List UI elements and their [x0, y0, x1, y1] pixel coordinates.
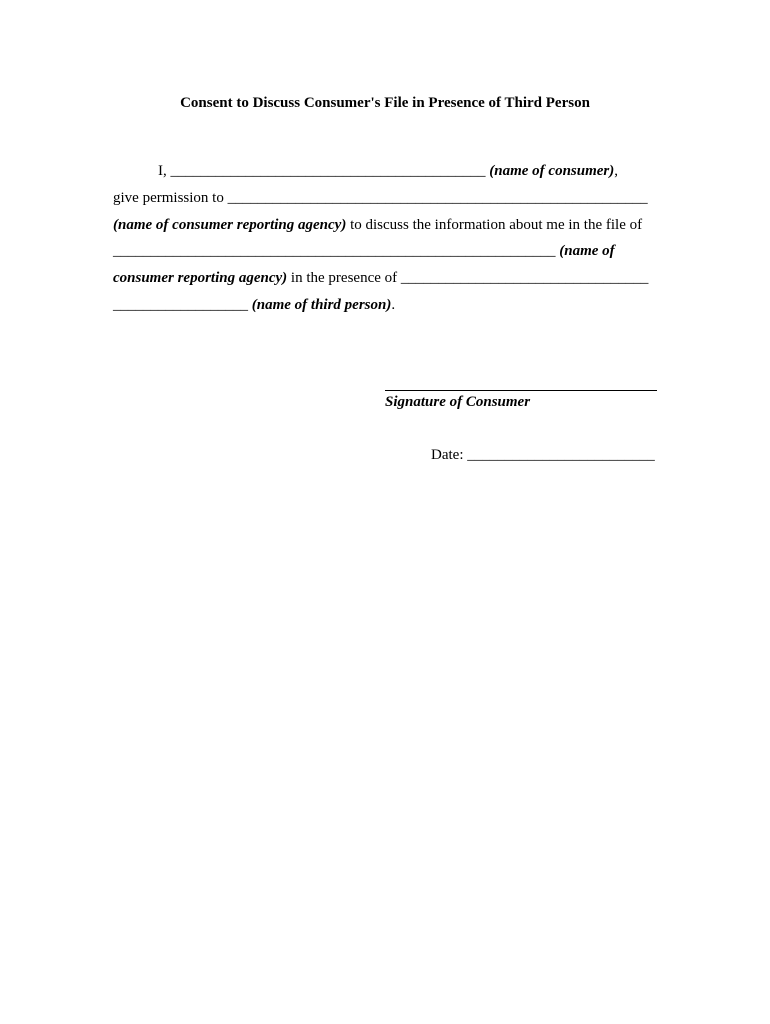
intro-text: I, — [158, 163, 167, 179]
signature-line[interactable] — [385, 376, 657, 391]
agency-name-blank[interactable]: ________________________________________________________ — [227, 189, 648, 206]
presence-text: in the presence of — [287, 270, 398, 287]
paragraph-line-5 — [113, 265, 658, 292]
third-person-blank-part1[interactable]: _________________________________ — [400, 270, 649, 287]
discuss-text: to discuss the information about me in the file of — [346, 216, 643, 233]
paragraph-line-4 — [113, 238, 658, 265]
date-label: Date: — [431, 447, 464, 463]
file-agency-label-end: consumer reporting agency) — [113, 270, 288, 287]
signature-label: Signature of Consumer — [385, 394, 531, 410]
consumer-name-blank[interactable]: __________________________________________ — [170, 163, 486, 179]
paragraph-line-3 — [113, 212, 658, 239]
give-permission-text: give permission to — [113, 189, 224, 206]
paragraph-line-6 — [113, 292, 658, 319]
third-person-blank-part2[interactable]: __________________ — [113, 296, 248, 313]
document-title: Consent to Discuss Consumer's File in Presence of Third Person — [180, 95, 590, 111]
file-agency-blank[interactable]: ___________________________________________________________ — [113, 243, 556, 260]
file-agency-label-start: (name of — [559, 243, 615, 260]
signature-block — [385, 376, 657, 413]
agency-name-label: (name of consumer reporting agency) — [113, 216, 347, 233]
consumer-name-label: (name of consumer) — [489, 163, 615, 179]
comma-text: , — [614, 163, 618, 179]
consent-paragraph — [113, 158, 658, 319]
date-row — [431, 444, 655, 466]
paragraph-line-1 — [113, 158, 658, 185]
third-person-label: (name of third person) — [251, 296, 392, 313]
period-text: . — [391, 296, 396, 313]
date-blank[interactable]: _________________________ — [467, 447, 655, 463]
paragraph-line-2 — [113, 185, 658, 212]
